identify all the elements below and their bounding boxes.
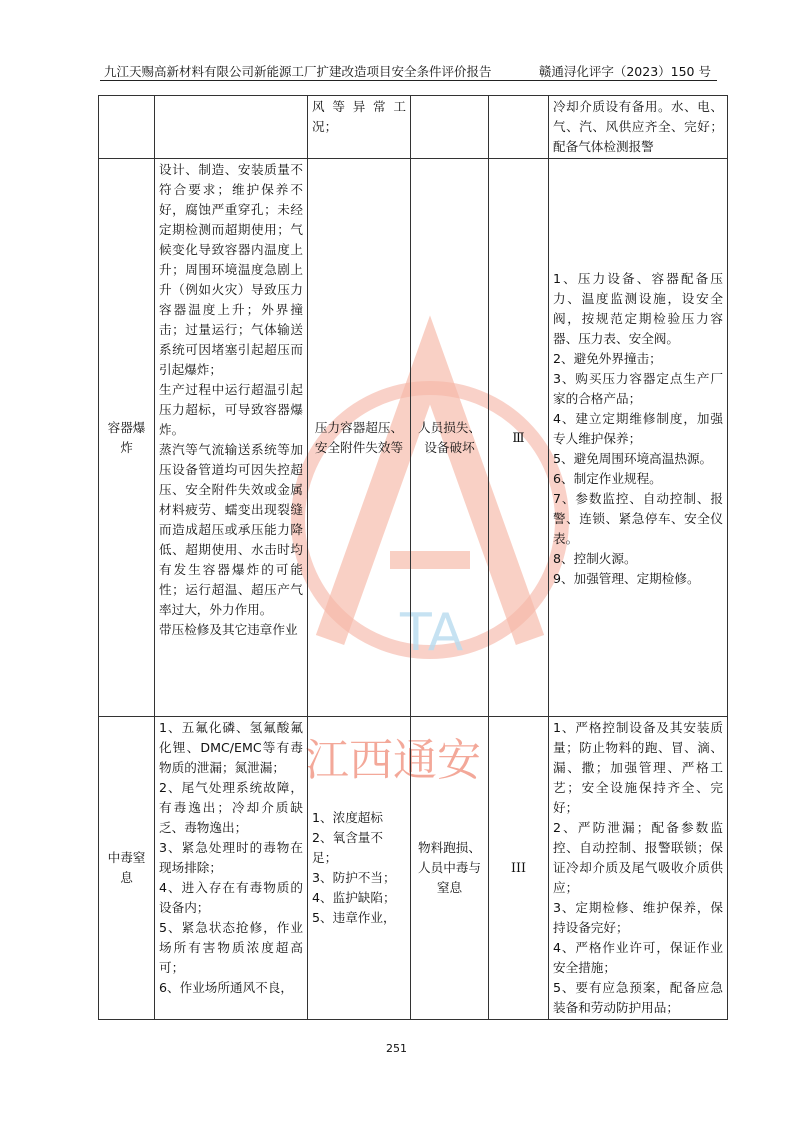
page-header — [100, 60, 717, 81]
measure-item: 2、避免外界撞击； — [553, 351, 662, 366]
measure-item: 1、严格控制设备及其安装质量；防止物料的跑、冒、滴、漏、撒；加强管理、严格工艺；安全设施保持齐全、完好； — [553, 720, 723, 815]
measure-item: 1、压力设备、容器配备压力、温度监测设施，设安全阀，按规范定期检验压力容器、压力表、安全阀。 — [553, 271, 723, 346]
consequence-cell — [411, 96, 489, 159]
measure-item: 8、控制火源。 — [553, 551, 637, 566]
hazard-table — [98, 95, 728, 1020]
measure-item: 2、严防泄漏；配备参数监控、自动控制、报警联锁；保证冷却介质及尾气吸收介质供应； — [553, 820, 723, 895]
measure-item: 4、建立定期维修制度，加强专人维护保养； — [553, 411, 723, 446]
measure-item: 9、加强管理、定期检修。 — [553, 571, 700, 586]
cause-item: 6、作业场所通风不良， — [159, 980, 293, 995]
condition-item: 4、监护缺陷； — [312, 890, 396, 905]
cause-item: 5、紧急状态抢修，作业场所有害物质浓度超高可； — [159, 920, 303, 975]
condition-item: 5、违章作业， — [312, 910, 396, 925]
watermark-text: 江西通安 — [305, 735, 481, 786]
consequence-cell: 物料跑损、人员中毒与窒息 — [411, 717, 489, 1020]
condition-item: 2、氧含量不足； — [312, 830, 383, 865]
condition-item: 3、防护不当； — [312, 870, 396, 885]
level-cell: III — [489, 717, 549, 1020]
level-cell: Ⅲ — [489, 159, 549, 717]
consequence-cell: 人员损失、设备破坏 — [411, 159, 489, 717]
measure-item: 4、严格作业许可，保证作业安全措施； — [553, 940, 723, 975]
cause-item: 设计、制造、安装质量不符合要求；维护保养不好，腐蚀严重穿孔；未经定期检测而超期使用；气候变化导致容器内温度上升；周围环境温度急剧上升（例如火灾）导致压力容器温度上升；外界撞击；过量运行；气体输送系统可因堵塞引起超压而引起爆炸； — [159, 162, 303, 377]
cause-item: 生产过程中运行超温引起压力超标，可导致容器爆炸。 — [159, 382, 303, 437]
condition-cell: 压力容器超压、安全附件失效等 — [308, 159, 411, 717]
measure-cell — [549, 96, 728, 159]
measure-item: 5、要有应急预案，配备应急装备和劳动防护用品； — [553, 980, 723, 1015]
report-title: 九江天赐高新材料有限公司新能源工厂扩建改造项目安全条件评价报告 — [104, 64, 492, 79]
watermark-logo-text: TA — [400, 603, 464, 663]
measure-cell — [549, 717, 728, 1020]
measure-item: 6、制定作业规程。 — [553, 471, 662, 486]
table-row — [99, 159, 728, 717]
cause-item: 蒸汽等气流输送系统等加压设备管道均可因失控超压、安全附件失效或金属材料疲劳、蠕变出现裂缝而造成超压或承压能力降低、超期使用、水击时均有发生容器爆炸的可能性；运行超温、超压产气率过大，外力作用。 — [159, 442, 303, 617]
cause-cell — [155, 159, 308, 717]
level-cell — [489, 96, 549, 159]
measure-item: 冷却介质设有备用。水、电、气、汽、风供应齐全、完好；配备气体检测报警 — [553, 99, 723, 154]
page-number: 251 — [386, 1042, 407, 1055]
cause-cell — [155, 717, 308, 1020]
cause-item: 带压检修及其它违章作业 — [159, 622, 298, 637]
cause-item: 3、紧急处理时的毒物在现场排除； — [159, 840, 303, 875]
measure-item: 3、购买压力容器定点生产厂家的合格产品； — [553, 371, 723, 406]
hazard-type: 中毒窒息 — [99, 717, 155, 1020]
cause-cell — [155, 96, 308, 159]
hazard-type — [99, 96, 155, 159]
measure-cell — [549, 159, 728, 717]
measure-item: 7、参数监控、自动控制、报警、连锁、紧急停车、安全仪表。 — [553, 491, 723, 546]
table-row — [99, 96, 728, 159]
table-row — [99, 717, 728, 1020]
cause-item: 1、五氟化磷、氢氟酸氟化锂、DMC/EMC等有毒物质的泄漏；氮泄漏； — [159, 720, 303, 775]
condition-item: 1、浓度超标 — [312, 810, 383, 825]
measure-item: 3、定期检修、维护保养，保持设备完好； — [553, 900, 723, 935]
hazard-type: 容器爆炸 — [99, 159, 155, 717]
cause-item: 4、进入存在有毒物质的设备内； — [159, 880, 303, 915]
report-number: 赣通浔化评字（2023）150 号 — [538, 64, 711, 79]
measure-item: 5、避免周围环境高温热源。 — [553, 451, 713, 466]
condition-cell — [308, 717, 411, 1020]
cause-item: 2、尾气处理系统故障，有毒逸出；冷却介质缺乏、毒物逸出； — [159, 780, 303, 835]
condition-cell: 风 等 异 常 工况； — [308, 96, 411, 159]
